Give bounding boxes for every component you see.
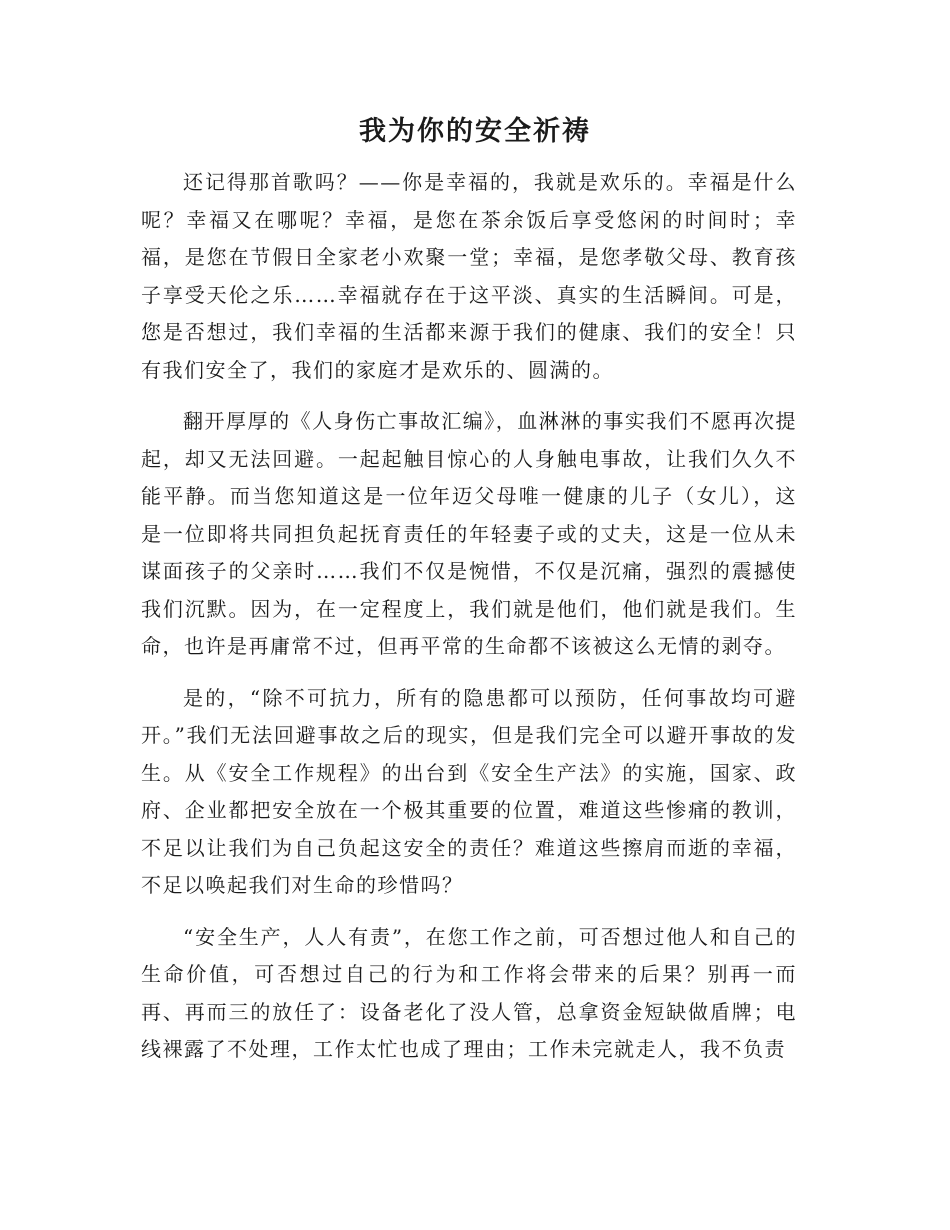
paragraph-1: 还记得那首歌吗？——你是幸福的，我就是欢乐的。幸福是什么呢？幸福又在哪呢？幸福，是您在茶余饭后享受悠闲的时间时；幸福，是您在节假日全家老小欢聚一堂；幸福，是您孝敬父母、教育孩子享受天伦之乐……幸福就存在于这平淡、真实的生活瞬间。可是，您是否想过，我们幸福的生活都来源于我们的健康、我们的安全！只有我们安全了，我们的家庭才是欢乐的、圆满的。 <box>141 170 797 382</box>
paragraph-4: “安全生产，人人有责”，在您工作之前，可否想过他人和自己的生命价值，可否想过自己的行为和工作将会带来的后果？别再一而再、再而三的放任了：设备老化了没人管，总拿资金短缺做盾牌；电线裸露了不处理，工作太忙也成了理由；工作未完就走人，我不负责 <box>141 924 797 1061</box>
document-title: 我为你的安全祈祷 <box>359 116 591 147</box>
paragraph-2: 翻开厚厚的《人身伤亡事故汇编》，血淋淋的事实我们不愿再次提起，却又无法回避。一起起触目惊心的人身触电事故，让我们久久不能平静。而当您知道这是一位年迈父母唯一健康的儿子（女儿），这是一位即将共同担负起抚育责任的年轻妻子或的丈夫，这是一位从未谋面孩子的父亲时……我们不仅是惋惜，不仅是沉痛，强烈的震撼使我们沉默。因为，在一定程度上，我们就是他们，他们就是我们。生命，也许是再庸常不过，但再平常的生命都不该被这么无情的剥夺。 <box>141 409 797 658</box>
document-body <box>141 164 797 1083</box>
paragraph-3: 是的，“除不可抗力，所有的隐患都可以预防，任何事故均可避开。”我们无法回避事故之后的现实，但是我们完全可以避开事故的发生。从《安全工作规程》的出台到《安全生产法》的实施，国家、政府、企业都把安全放在一个极其重要的位置，难道这些惨痛的教训，不足以让我们为自己负起这安全的责任？难道这些擦肩而逝的幸福，不足以唤起我们对生命的珍惜吗？ <box>141 685 797 897</box>
